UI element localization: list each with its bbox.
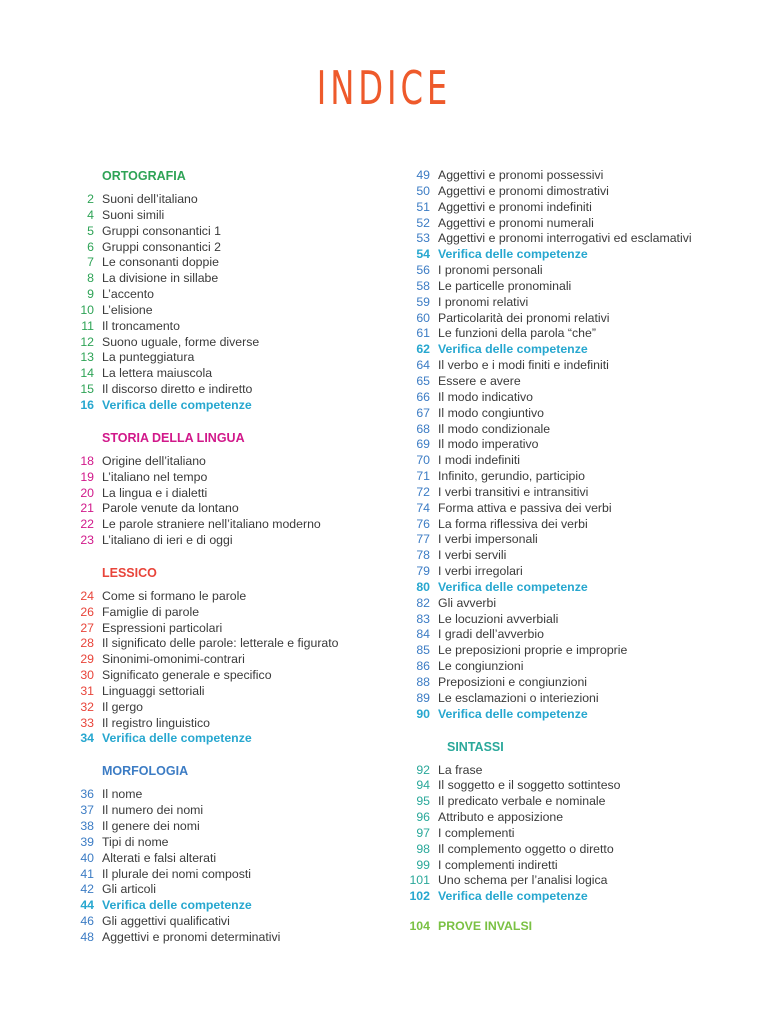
toc-entry[interactable] [74,652,414,668]
page-number: 14 [80,366,94,381]
entry-title: Gli avverbi [438,595,497,610]
entry-title: Il discorso diretto e indiretto [102,382,253,397]
section-heading: ORTOGRAFIA [102,169,186,183]
toc-entry[interactable] [401,596,741,612]
entry-title: Il modo indicativo [438,389,534,404]
entry-title: L’italiano nel tempo [102,469,208,484]
page-number: 62 [416,342,430,357]
entry-title: Linguaggi settoriali [102,683,205,698]
page-number: 2 [87,192,94,206]
toc-entry[interactable] [74,684,414,700]
page-title: INDICE [316,61,452,115]
entry-title: Essere e avere [438,373,521,388]
toc-entry[interactable] [74,621,414,637]
toc-entry[interactable] [74,470,414,486]
verifica-entry[interactable] [74,398,414,414]
section-heading: STORIA DELLA LINGUA [102,430,245,445]
toc-entry[interactable] [401,184,741,200]
entry-title: Verifica delle competenze [438,247,588,262]
page-number: 61 [416,326,430,341]
toc-entry[interactable] [74,319,414,335]
entry-list [74,589,414,747]
entry-title: Le congiunzioni [438,659,524,674]
entry-title: La divisione in sillabe [102,271,219,286]
entry-title: Aggettivi e pronomi indefiniti [438,199,592,214]
page-number: 27 [80,620,94,635]
toc-entry[interactable] [74,716,414,732]
page-number: 22 [80,517,94,532]
toc-entry[interactable] [401,691,741,707]
entry-title: Le esclamazioni o interiezioni [438,690,599,705]
entry-title: I gradi dell’avverbio [438,627,544,642]
verifica-entry[interactable] [401,342,741,358]
toc-entry[interactable] [401,501,741,517]
entry-title: Verifica delle competenze [438,342,588,357]
page-number: 92 [416,762,430,777]
entry-title: I verbi servili [438,548,507,563]
section-heading: LESSICO [102,565,157,580]
page-number: 13 [80,350,94,365]
entry-title: Il verbo e i modi finiti e indefiniti [438,358,609,373]
section-sintassi [401,739,741,906]
toc-entry[interactable] [74,668,414,684]
page-number: 11 [81,318,94,333]
toc-entry[interactable] [74,287,414,303]
page-number: 88 [416,675,430,689]
toc-entry[interactable] [401,842,741,858]
toc-entry[interactable] [401,548,741,564]
entry-title: Il gergo [102,699,144,714]
entry-title: I modi indefiniti [438,453,521,468]
entry-title: Il troncamento [102,318,180,333]
entry-title: Il complemento oggetto o diretto [438,841,614,856]
entry-title: La lettera maiuscola [102,366,213,381]
entry-title: Espressioni particolari [102,620,223,635]
page-number: 48 [80,929,94,944]
entry-title: Il nome [102,787,143,802]
entry-title: Verifica delle competenze [438,889,588,904]
toc-entry[interactable] [401,231,741,247]
toc-entry[interactable] [74,224,414,240]
page-number: 54 [416,247,430,262]
entry-title: I complementi indiretti [438,857,558,872]
entry-title: L’accento [102,287,154,302]
page-number: 96 [416,810,430,825]
page-number: 53 [416,231,430,246]
page-number: 69 [416,437,430,452]
toc-entry[interactable] [401,564,741,580]
entry-title: Le consonanti doppie [102,255,219,270]
entry-title: I verbi impersonali [438,532,538,547]
entry-title: Aggettivi e pronomi numerali [438,215,594,230]
entry-title: I pronomi personali [438,263,543,278]
entry-title: Forma attiva e passiva dei verbi [438,500,612,515]
toc-entry[interactable] [74,208,414,224]
toc-entry[interactable] [74,930,414,946]
page-number: 46 [80,914,94,929]
left-column [74,168,414,946]
section-morfologia [74,763,414,945]
entry-list [74,454,414,549]
toc-entry[interactable] [401,390,741,406]
entry-title: Il numero dei nomi [102,803,204,818]
verifica-entry[interactable] [401,889,741,905]
page-number: 58 [416,278,430,293]
entry-title: Aggettivi e pronomi determinativi [102,929,281,944]
entry-title: La forma riflessiva dei verbi [438,516,588,531]
toc-entry[interactable] [401,279,741,295]
entry-title: Significato generale e specifico [102,668,272,683]
section-lessico [74,565,414,747]
entry-title: Infinito, gerundio, participio [438,469,585,484]
entry-title: Il modo condizionale [438,421,551,436]
entry-title: I verbi transitivi e intransitivi [438,484,589,499]
page-number: 95 [416,794,430,809]
page-number: 94 [416,778,430,793]
verifica-entry[interactable] [401,707,741,723]
toc-entry[interactable] [401,168,741,184]
toc-entry[interactable] [74,240,414,256]
page-number: 37 [80,803,94,818]
page-number: 50 [416,183,430,198]
entry-title: Verifica delle competenze [102,731,252,746]
toc-entry[interactable] [401,200,741,216]
toc-entry[interactable] [74,803,414,819]
toc-entry[interactable] [74,303,414,319]
entry-title: Il registro linguistico [102,715,210,730]
entry-title: Suoni dell’italiano [102,192,198,206]
toc-entry[interactable] [74,819,414,835]
page-number: 18 [80,453,94,468]
page-number: 38 [80,819,94,833]
entry-list [74,787,414,945]
toc-entry[interactable] [74,835,414,851]
entry-title: Uno schema per l’analisi logica [438,873,608,888]
toc-entry[interactable] [74,914,414,930]
entry-title: Verifica delle competenze [438,579,588,594]
entry-title: Gruppi consonantici 2 [102,239,221,254]
toc-entry[interactable] [401,437,741,453]
page-number: 44 [80,898,94,913]
toc-entry[interactable] [74,517,414,533]
page-number: 86 [416,659,430,674]
entry-title: Il modo imperativo [438,437,539,452]
entry-title: Il significato delle parole: letterale e figurato [102,636,339,651]
page-number: 59 [416,294,430,309]
page-number: 97 [416,825,430,840]
entry-title: Gli aggettivi qualificativi [102,914,230,929]
toc-entry[interactable] [401,778,741,794]
section-ortografia [74,168,414,414]
page-number: 4 [87,207,94,222]
page-number: 12 [80,334,94,349]
entry-title: Parole venute da lontano [102,501,239,516]
toc-entry[interactable] [401,406,741,422]
page-number: 41 [80,866,94,881]
entry-title: Aggettivi e pronomi possessivi [438,168,604,182]
page-number: 40 [80,850,94,865]
toc-entry[interactable] [74,589,414,605]
toc-entry[interactable] [401,763,741,779]
toc-entry[interactable] [401,810,741,826]
entry-title: Il plurale dei nomi composti [102,866,251,881]
page-number: 89 [416,690,430,705]
toc-entry[interactable] [401,311,741,327]
entry-title: Le parole straniere nell’italiano moderno [102,517,321,532]
toc-entry[interactable] [74,271,414,287]
entry-title: Aggettivi e pronomi dimostrativi [438,183,609,198]
toc-entry[interactable] [74,787,414,803]
entry-title: L’italiano di ieri e di oggi [102,533,233,548]
toc-entry[interactable] [74,700,414,716]
entry-title: Gli articoli [102,882,156,897]
entry-list [401,763,741,906]
page-number: 80 [416,579,430,594]
verifica-entry[interactable] [74,898,414,914]
page-number: 34 [80,731,94,746]
entry-title: La lingua e i dialetti [102,485,208,500]
page-number: 90 [416,706,430,721]
toc-entry[interactable] [401,826,741,842]
toc-entry[interactable] [74,454,414,470]
page-number: 77 [416,532,430,547]
toc-entry[interactable] [74,533,414,549]
toc-entry[interactable] [74,636,414,652]
toc-entry[interactable] [74,486,414,502]
toc-entry[interactable] [401,374,741,390]
entry-list [401,168,741,723]
page-number: 104 [409,919,430,934]
toc-entry[interactable] [401,358,741,374]
page-number: 52 [416,215,430,230]
page-number: 78 [416,548,430,563]
entry-title: Alterati e falsi alterati [102,850,217,865]
entry-title: Famiglie di parole [102,604,200,619]
entry-title: I verbi irregolari [438,564,523,579]
page-number: 70 [416,453,430,468]
toc-entry[interactable] [74,882,414,898]
page-number: 24 [80,588,94,603]
toc-entry[interactable] [74,851,414,867]
section-heading: SINTASSI [447,739,504,754]
page-number: 7 [87,255,94,270]
page-number: 79 [416,564,430,579]
entry-title: Gruppi consonantici 1 [102,223,221,238]
page-number: 42 [80,882,94,897]
page-number: 28 [80,636,94,651]
section-heading: MORFOLOGIA [102,764,189,779]
invalsi-entry[interactable] [401,919,741,935]
page-number: 66 [416,389,430,404]
toc-entry[interactable] [401,517,741,533]
page-number: 6 [87,239,94,254]
entry-title: Tipi di nome [102,834,169,849]
page-number: 51 [416,199,430,214]
toc-entry[interactable] [401,485,741,501]
toc-entry[interactable] [401,469,741,485]
toc-entry[interactable] [401,216,741,232]
entry-title: Verifica delle competenze [102,898,252,913]
entry-title: Come si formano le parole [102,588,247,603]
page-number: 56 [416,263,430,278]
toc-entry[interactable] [74,382,414,398]
page-number: 31 [80,683,94,698]
entry-title: I complementi [438,825,515,840]
toc-entry[interactable] [74,255,414,271]
entry-title: Sinonimi-omonimi-contrari [102,652,245,667]
entry-title: Verifica delle competenze [438,706,588,721]
verifica-entry[interactable] [74,731,414,747]
page-number: 74 [416,500,430,515]
toc-entry[interactable] [74,335,414,351]
toc-entry[interactable] [401,659,741,675]
page-number: 33 [80,715,94,730]
page-number: 26 [80,604,94,619]
entry-title: Particolarità dei pronomi relativi [438,310,610,325]
page-number: 15 [80,382,94,397]
toc-entry[interactable] [401,858,741,874]
page-number: 99 [416,857,430,872]
toc-entry[interactable] [74,605,414,621]
page-number: 71 [416,469,430,484]
entry-title: Il soggetto e il soggetto sottinteso [438,778,621,793]
page-number: 101 [409,873,430,888]
toc-entry[interactable] [401,532,741,548]
section-storia [74,430,414,549]
toc-entry[interactable] [74,867,414,883]
entry-title: L’elisione [102,302,153,317]
page-number: 8 [87,271,94,286]
page-number: 67 [416,405,430,420]
page-number: 68 [416,421,430,436]
page-number: 82 [416,595,430,610]
entry-title: Le particelle pronominali [438,278,572,293]
page-number: 23 [80,533,94,548]
page-number: 49 [416,168,430,182]
entry-title: La punteggiatura [102,350,195,365]
page-number: 65 [416,373,430,388]
entry-title: I pronomi relativi [438,294,529,309]
toc-entry[interactable] [401,873,741,889]
entry-title: La frase [438,762,483,777]
toc-entry[interactable] [74,501,414,517]
invalsi-label: PROVE INVALSI [438,919,533,934]
verifica-entry[interactable] [401,580,741,596]
entry-title: Suono uguale, forme diverse [102,334,260,349]
toc-entry[interactable] [401,326,741,342]
page-number: 32 [80,699,94,714]
page-number: 76 [416,516,430,531]
right-column [401,168,741,935]
entry-list [74,192,414,414]
entry-title: Aggettivi e pronomi interrogativi ed esclamativi [438,231,692,246]
page-number: 83 [416,611,430,626]
verifica-entry[interactable] [401,247,741,263]
page-number: 85 [416,643,430,658]
entry-title: Origine dell’italiano [102,453,206,468]
toc-entry[interactable] [401,627,741,643]
entry-title: Verifica delle competenze [102,397,252,412]
page-number: 5 [87,223,94,238]
entry-title: Il predicato verbale e nominale [438,794,606,809]
entry-title: Suoni simili [102,207,165,222]
page-number: 84 [416,627,430,642]
toc-entry[interactable] [401,295,741,311]
toc-entry[interactable] [74,192,414,208]
entry-title: Preposizioni e congiunzioni [438,675,588,689]
toc-entry[interactable] [74,366,414,382]
page-number: 72 [416,484,430,499]
entry-title: Le preposizioni proprie e improprie [438,643,628,658]
toc-entry[interactable] [401,794,741,810]
page-number: 64 [416,358,430,373]
entry-title: Le locuzioni avverbiali [438,611,559,626]
page-number: 102 [409,889,430,904]
page-number: 39 [80,834,94,849]
page-number: 21 [80,501,94,516]
page-number: 60 [416,310,430,325]
page-number: 29 [80,652,94,667]
toc-entry[interactable] [401,263,741,279]
page-number: 98 [416,841,430,856]
page-number: 30 [80,668,94,683]
page-number: 16 [80,397,94,412]
page-number: 10 [80,302,94,317]
toc-entry[interactable] [401,612,741,628]
toc-entry[interactable] [74,350,414,366]
page-number: 19 [80,469,94,484]
entry-title: Attributo e apposizione [438,810,564,825]
toc-entry[interactable] [401,675,741,691]
toc-entry[interactable] [401,453,741,469]
entry-title: Il genere dei nomi [102,819,200,833]
entry-title: Le funzioni della parola “che” [438,326,596,341]
page-number: 36 [80,787,94,802]
entry-title: Il modo congiuntivo [438,405,544,420]
page-number: 20 [80,485,94,500]
toc-entry[interactable] [401,422,741,438]
page-number: 9 [87,287,94,302]
toc-entry[interactable] [401,643,741,659]
